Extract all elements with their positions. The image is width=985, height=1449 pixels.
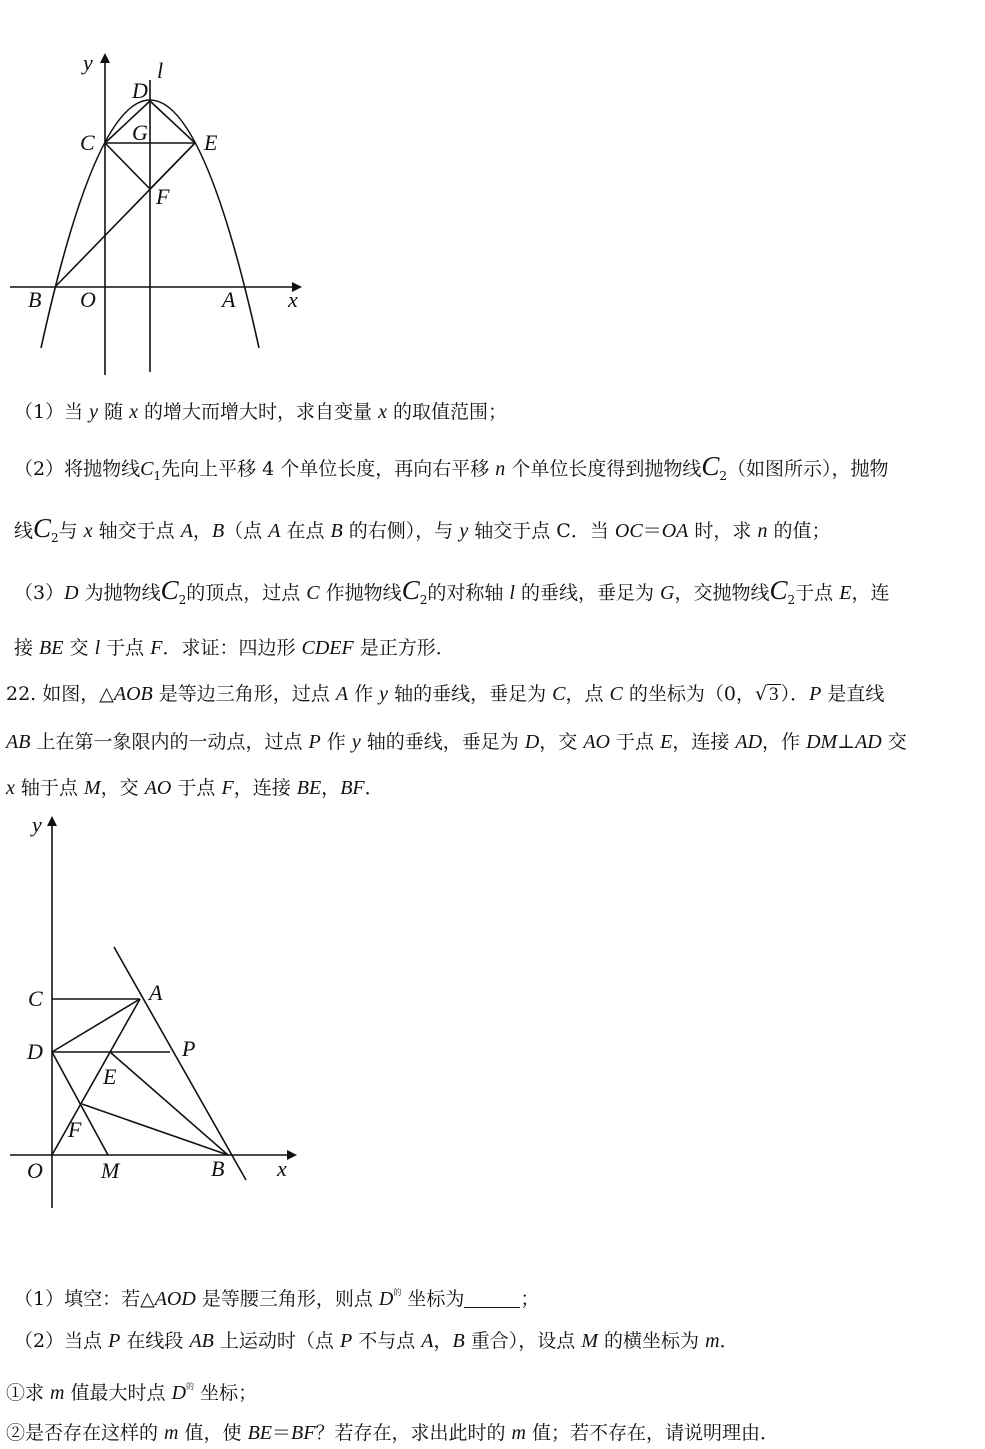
label-E: E [103, 1064, 117, 1089]
segment-CF [105, 143, 150, 189]
label-B: B [211, 1156, 225, 1181]
segment-BE [110, 1052, 228, 1155]
label-F: F [156, 184, 170, 209]
answer-blank[interactable] [464, 1289, 520, 1308]
figure-triangle [0, 810, 320, 1220]
label-M: M [101, 1158, 120, 1183]
q21-part1: （1）当 y 随 x 的增大而增大时，求自变量 x 的取值范围； [14, 401, 508, 423]
label-y: y [83, 50, 93, 75]
label-y: y [32, 812, 42, 837]
q21-part3-line1: （3）D 为抛物线$C_2$的顶点，过点 C 作抛物线$C_2$的对称轴 l 的垂线，垂足为 G，交抛物线$C_2$于点 E，连 [14, 575, 890, 607]
label-x: x [288, 287, 298, 312]
q21-part2-line1: （2）将抛物线$C_1$先向上平移 4 个单位长度，再向右平移 n 个单位长度得到抛物线$C_2$（如图所示），抛物 [14, 451, 889, 483]
q22-line1: 22. 如图，△AOB 是等边三角形，过点 A 作 y 轴的垂线，垂足为 C，点 C 的坐标为（0，√ 3 ）．P 是直线 [6, 683, 885, 705]
q22-line3: x 轴于点 M，交 AO 于点 F，连接 BE，BF． [6, 777, 384, 799]
label-C: C [28, 986, 43, 1011]
q22-sub1: ①求 m 值最大时点 $D^的$ 坐标； [6, 1382, 258, 1404]
q22-sub2: ②是否存在这样的 m 值，使 BE＝BF？若存在，求出此时的 m 值；若不存在，请说明理由． [6, 1422, 780, 1444]
label-P: P [182, 1036, 196, 1061]
label-G: G [132, 120, 148, 145]
q21-part3-line2: 接 BE 交 l 于点 F．求证：四边形 CDEF 是正方形． [14, 637, 455, 659]
segment-DA [52, 999, 140, 1052]
label-A: A [222, 287, 236, 312]
sqrt-symbol: √ [755, 683, 768, 705]
segment-DE [150, 101, 195, 143]
label-l: l [157, 58, 164, 83]
line-AB [114, 947, 246, 1180]
figure-parabola [0, 0, 320, 380]
label-D: D [132, 78, 148, 103]
q21-part2-line2: 线$C_2$与 x 轴交于点 A，B（点 A 在点 B 的右侧），与 y 轴交于点 C．当 OC＝OA 时，求 n 的值； [14, 513, 831, 545]
label-C: C [80, 130, 95, 155]
label-x: x [277, 1156, 287, 1181]
label-E: E [204, 130, 218, 155]
q22-line2: AB 上在第一象限内的一动点，过点 P 作 y 轴的垂线，垂足为 D，交 AO 于点 E，连接 AD，作 DM⊥AD 交 [6, 731, 907, 753]
label-D: D [27, 1039, 43, 1064]
label-A: A [149, 980, 163, 1005]
label-F: F [68, 1117, 82, 1142]
q22-part2: （2）当点 P 在线段 AB 上运动时（点 P 不与点 A，B 重合），设点 M 的横坐标为 m． [14, 1330, 739, 1352]
label-B: B [28, 287, 42, 312]
label-O: O [27, 1158, 43, 1183]
label-O: O [80, 287, 96, 312]
q22-part1: （1）填空：若△AOD 是等腰三角形，则点 $D^的$ 坐标为 ； [14, 1288, 540, 1310]
